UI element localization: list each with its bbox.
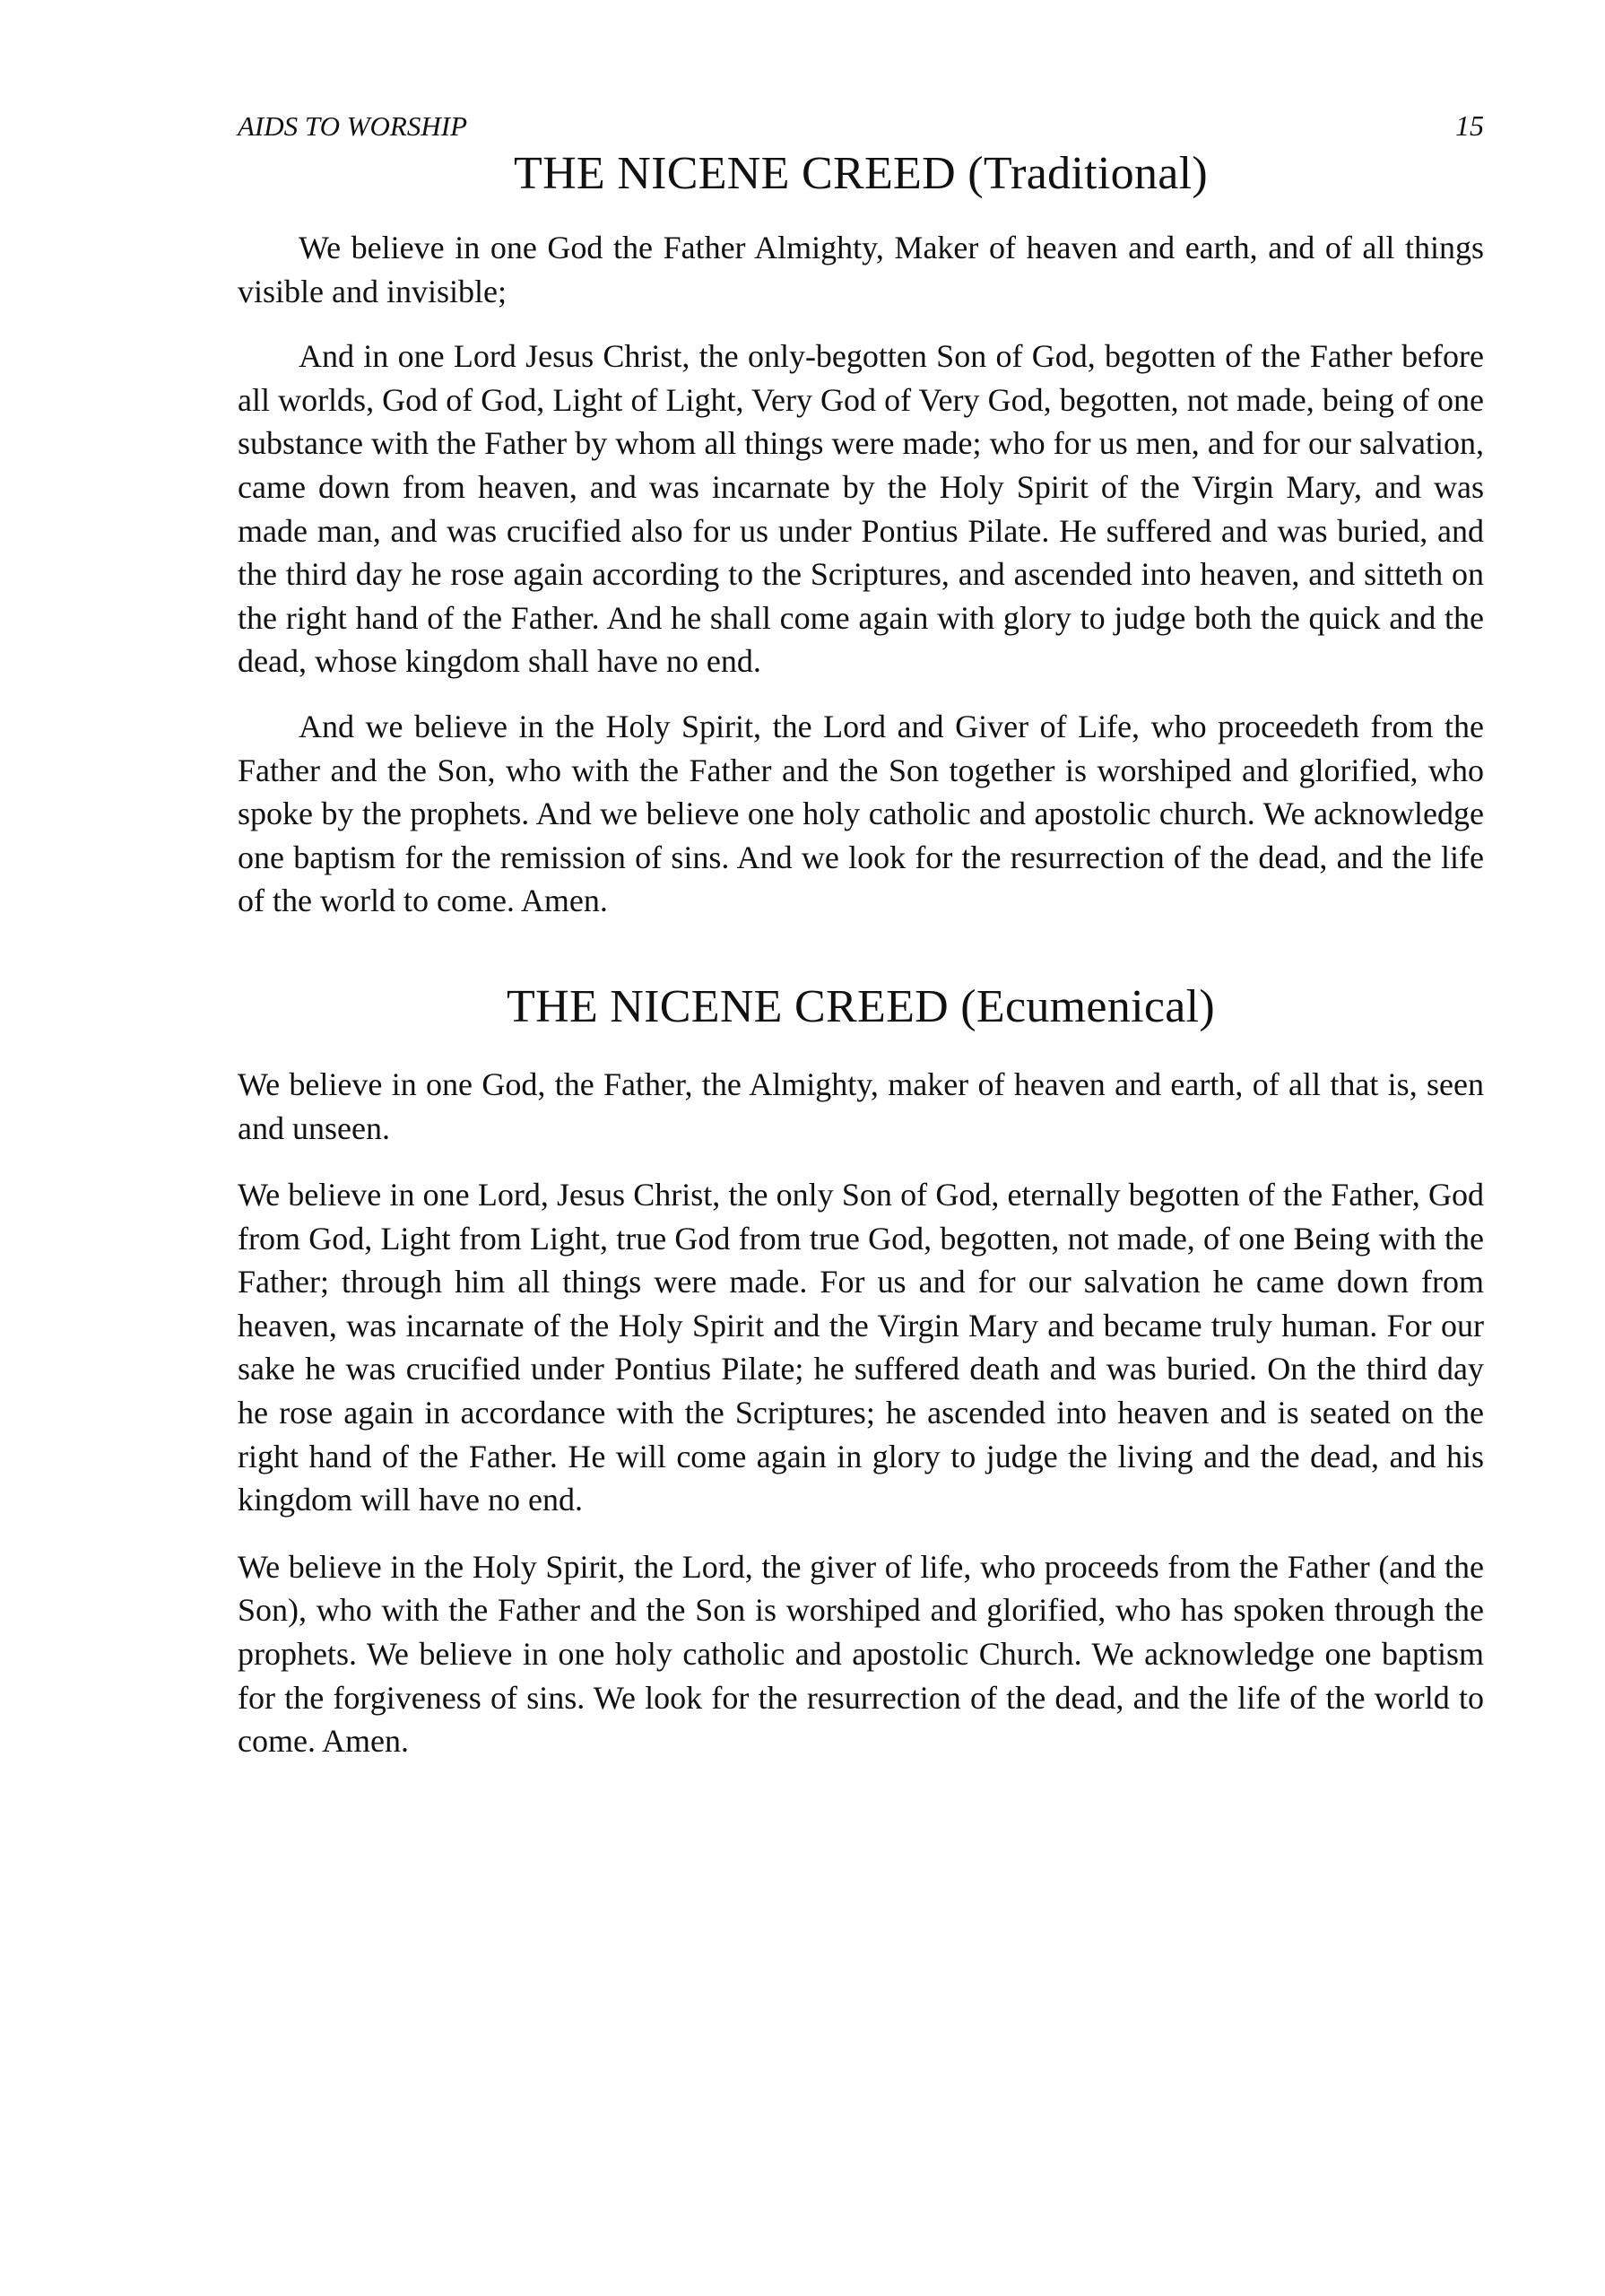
page-number: 15	[1455, 109, 1484, 142]
ecumenical-paragraph-son: We believe in one Lord, Jesus Christ, the only Son of God, eternally begotten of the Father, God from God, Light from Light, true God from true God, begotten, not made, of one Being with the Father; through him all things were made. For us and for our salvation he came down from heaven, was incarnate of the Holy Spirit and the Virgin Mary and became truly human. For our sake he was crucified under Pontius Pilate; he suffered death and was buried. On the third day he rose again in accordance with the Scriptures; he ascended into heaven and is seated on the right hand of the Father. He will come again in glory to judge the living and the dead, and his kingdom will have no end.	[238, 1177, 1484, 1518]
traditional-creed-heading: THE NICENE CREED (Traditional)	[514, 148, 1208, 199]
running-head-title: AIDS TO WORSHIP	[238, 110, 468, 142]
ecumenical-creed-heading: THE NICENE CREED (Ecumenical)	[507, 980, 1215, 1032]
traditional-paragraph-father: We believe in one God the Father Almighty, Maker of heaven and earth, and of all things visible and invisible;	[238, 230, 1484, 309]
ecumenical-paragraph-father: We believe in one God, the Father, the Almighty, maker of heaven and earth, of all that is, seen and unseen.	[238, 1065, 1484, 1146]
traditional-paragraph-son: And in one Lord Jesus Christ, the only-begotten Son of God, begotten of the Father before all worlds, God of God, Light of Light, Very God of Very God, begotten, not made, being of one substance with the Father by whom all things were made; who for us men, and for our salvation, came down from heaven, and was incarnate by the Holy Spirit of the Virgin Mary, and was made man, and was crucified also for us under Pontius Pilate. He suffered and was buried, and the third day he rose again according to the Scriptures, and ascended into heaven, and sitteth on the right hand of the Father. And he shall come again with glory to judge both the quick and the dead, whose kingdom shall have no end.	[238, 338, 1484, 680]
running-head	[238, 108, 1484, 144]
page	[238, 108, 1484, 1787]
ecumenical-creed-section	[238, 978, 1484, 1763]
traditional-creed-section	[238, 145, 1484, 923]
traditional-paragraph-spirit: And we believe in the Holy Spirit, the Lord and Giver of Life, who proceedeth from the Father and the Son, who with the Father and the Son together is worshiped and glorified, who spoke by the prophets. And we believe one holy catholic and apostolic church. We acknowledge one baptism for the remission of sins. And we look for the resurrection of the dead, and the life of the world to come. Amen.	[238, 708, 1484, 919]
ecumenical-paragraph-spirit: We believe in the Holy Spirit, the Lord, the giver of life, who proceeds from the Father (and the Son), who with the Father and the Son is worshiped and glorified, who has spoken through the prophets. We believe in one holy catholic and apostolic Church. We acknowledge one baptism for the forgiveness of sins. We look for the resurrection of the dead, and the life of the world to come. Amen.	[238, 1548, 1484, 1760]
